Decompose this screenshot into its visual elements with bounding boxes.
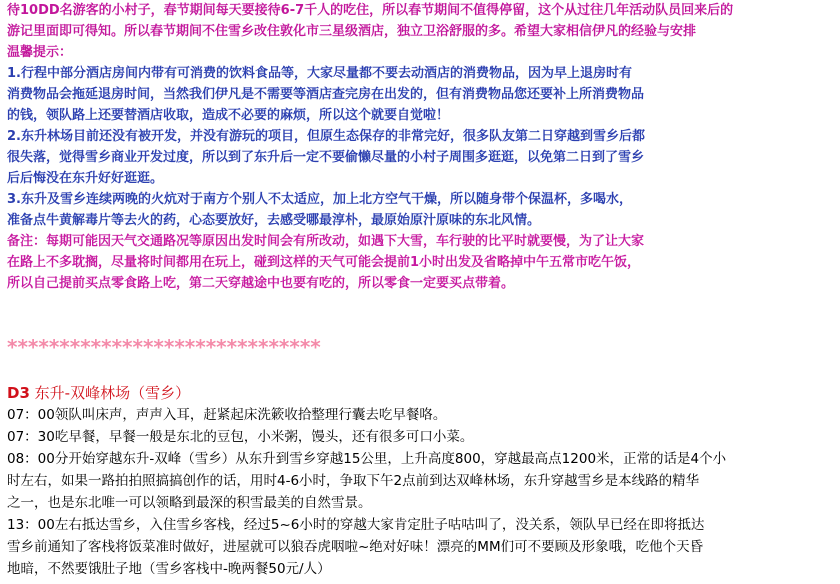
tip-2-line-1: 2.东升林场目前还没有被开发，并没有游玩的项目，但原生态保存的非常完好，很多队友第二日穿越到雪乡后都	[7, 129, 645, 144]
schedule-block	[7, 404, 833, 580]
intro-line-1: 待10DD名游客的小村子，春节期间每天要接待6-7千人的吃住，所以春节期间不值得停留，这个从过往几年活动队员回来后的	[7, 3, 734, 18]
note-line-2: 在路上不多耽搁，尽量将时间都用在玩上，碰到这样的天气可能会提前1小时出发及省略掉中午五常市吃午饭，	[7, 255, 641, 270]
day-label: D3	[7, 384, 30, 402]
tip-1-line-3: 的钱，领队路上还要替酒店收取，造成不必要的麻烦，所以这个就要自觉啦！	[7, 108, 450, 123]
tips-heading: 温馨提示：	[7, 45, 73, 60]
tip-2-line-2: 很失落，觉得雪乡商业开发过度，所以到了东升后一定不要偷懒尽量的小村子周围多逛逛，以免第二日到了雪乡	[7, 150, 645, 165]
document-page	[7, 0, 833, 577]
day-title: 东升-双峰林场（雪乡）	[29, 384, 191, 402]
tip-3-line-2: 准备点牛黄解毒片等去火的药，心态要放好，去感受哪最淳朴，最原始原汁原味的东北风情。	[7, 213, 541, 228]
note-line-3: 所以自己提前买点零食路上吃，第二天穿越途中也要有吃的，所以零食一定要买点带着。	[7, 276, 515, 291]
star-divider: ******************************	[7, 335, 321, 359]
intro-line-2: 游记里面即可得知。所以春节期间不住雪乡改住敦化市三星级酒店，独立卫浴舒服的多。希望大家相信伊凡的经验与安排	[7, 24, 697, 39]
tip-1-line-1: 1.行程中部分酒店房间内带有可消费的饮料食品等，大家尽量都不要去动酒店的消费物品，因为早上退房时有	[7, 66, 632, 81]
tip-2-line-3: 后后悔没在东升好好逛逛。	[7, 171, 164, 186]
schedule-item: 08：00分开始穿越东升-双峰（雪乡）从东升到雪乡穿越15公里，上升高度800，穿越最高点1200米，正常的话是4个小 时左右，如果一路拍拍照搞搞创作的话，用时4-6小时，争取下午2点前到达双峰林场，东升穿越雪乡是本线路的精华 之一，也是东北唯一可以领略到最深的积雪最美的自然雪景。	[7, 451, 727, 511]
schedule-item: 13：00左右抵达雪乡，入住雪乡客栈，经过5~6小时的穿越大家肯定肚子咕咕叫了，没关系，领队早已经在即将抵达 雪乡前通知了客栈将饭菜准时做好，进屋就可以狼吞虎咽啦~绝对好味！漂亮的MM们可不要顾及形象哦，吃他个天昏 地暗，不然要饿肚子地（雪乡客栈中-晚两餐50元/人）	[7, 517, 705, 577]
day-heading	[7, 382, 190, 404]
tip-1-line-2: 消费物品会拖延退房时间，当然我们伊凡是不需要等酒店查完房在出发的，但有消费物品您还要补上所消费物品	[7, 87, 645, 102]
schedule-item: 07：30吃早餐，早餐一般是东北的豆包，小米粥，馒头，还有很多可口小菜。	[7, 429, 474, 445]
tip-3-line-1: 3.东升及雪乡连续两晚的火炕对于南方个别人不太适应，加上北方空气干燥，所以随身带个保温杯，多喝水，	[7, 192, 632, 207]
note-line-1: 备注：每期可能因天气交通路况等原因出发时间会有所改动，如遇下大雪，车行驶的比平时就要慢，为了让大家	[7, 234, 645, 249]
schedule-item: 07：00领队叫床声，声声入耳，赶紧起床洗簌收拾整理行囊去吃早餐咯。	[7, 407, 447, 423]
